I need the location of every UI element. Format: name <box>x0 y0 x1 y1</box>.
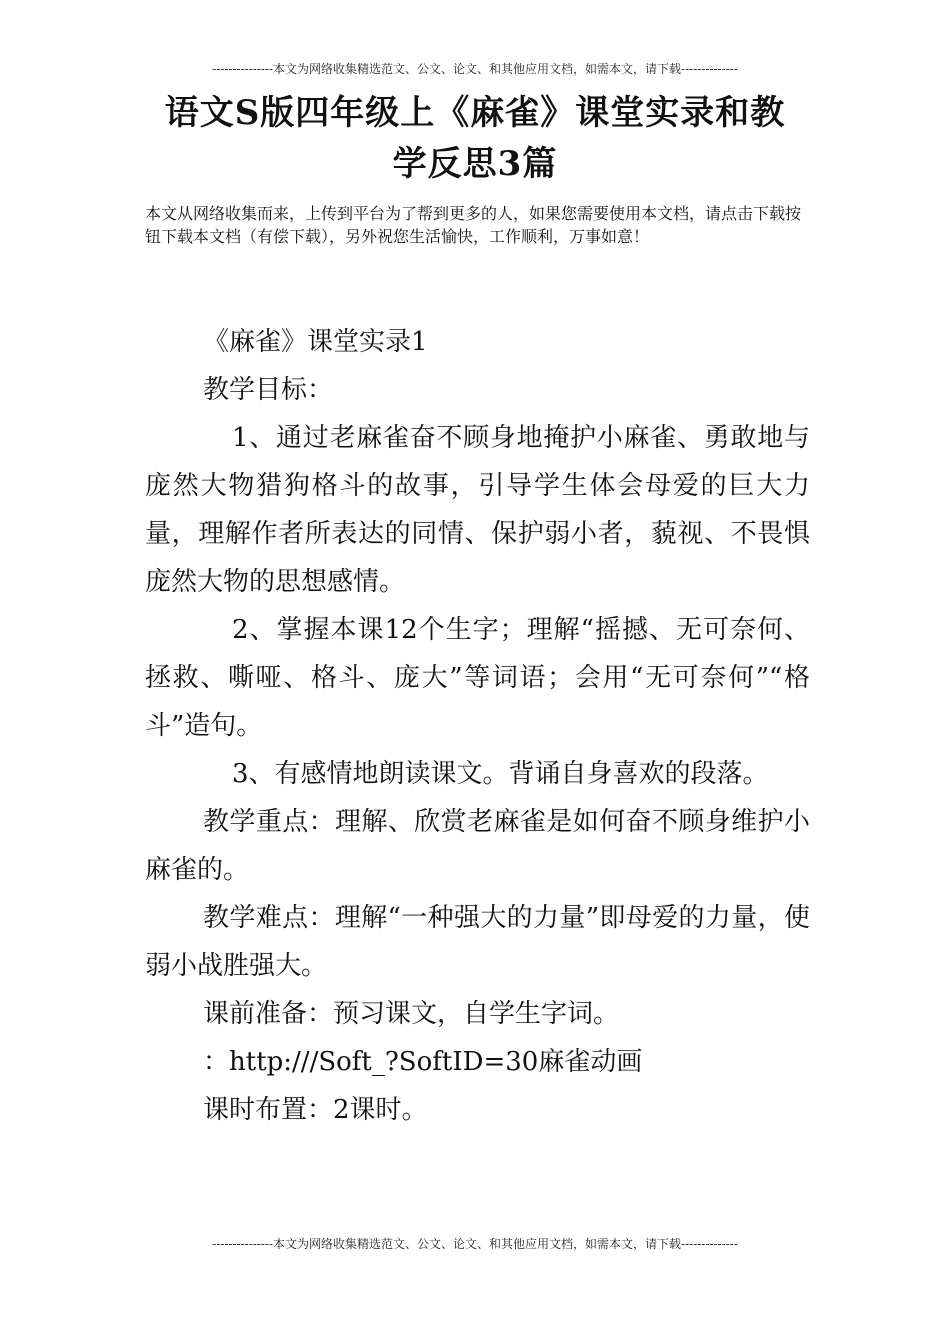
paragraph-objective-2: 2、掌握本课12个生字；理解“摇撼、无可奈何、拯救、嘶哑、格斗、庞大”等词语；会用“无可奈何”“格斗”造句。 <box>145 615 810 741</box>
paragraph-objective-3: 3、有感情地朗读课文。背诵自身喜欢的段落。 <box>232 759 769 789</box>
title-line-2: 学反思3篇 <box>392 144 558 184</box>
paragraph-key-points: 教学重点：理解、欣赏老麻雀是如何奋不顾身维护小麻雀的。 <box>145 807 810 885</box>
title-line-1: 语文S版四年级上《麻雀》课堂实录和教 <box>164 93 786 133</box>
paragraph-schedule: 课时布置：2课时。 <box>203 1095 428 1125</box>
header-banner: ---------------本文为网络收集精选范文、公文、论文、和其他应用文档，如需本文，请下载-------------- <box>212 62 738 76</box>
section-heading: 《麻雀》课堂实录1 <box>203 327 428 357</box>
document-body <box>145 318 810 1134</box>
footer-banner: ---------------本文为网络收集精选范文、公文、论文、和其他应用文档，如需本文，请下载-------------- <box>212 1237 738 1251</box>
paragraph-preparation: 课前准备：预习课文，自学生字词。 <box>203 999 620 1029</box>
paragraph-link: ：http:///Soft_?SoftID=30麻雀动画 <box>203 1047 643 1077</box>
document-title <box>150 88 800 190</box>
paragraph-difficulties: 教学难点：理解“一种强大的力量”即母爱的力量，使弱小战胜强大。 <box>145 903 810 981</box>
paragraph-objective-1: 1、通过老麻雀奋不顾身地掩护小麻雀、勇敢地与庞然大物猎狗格斗的故事，引导学生体会母爱的巨大力量，理解作者所表达的同情、保护弱小者，藐视、不畏惧庞然大物的思想感情。 <box>145 423 810 597</box>
intro-notice: 本文从网络收集而来，上传到平台为了帮到更多的人，如果您需要使用本文档，请点击下载按钮下载本文档（有偿下载），另外祝您生活愉快，工作顺利，万事如意！ <box>145 204 802 246</box>
paragraph-objectives-label: 教学目标： <box>203 375 334 405</box>
